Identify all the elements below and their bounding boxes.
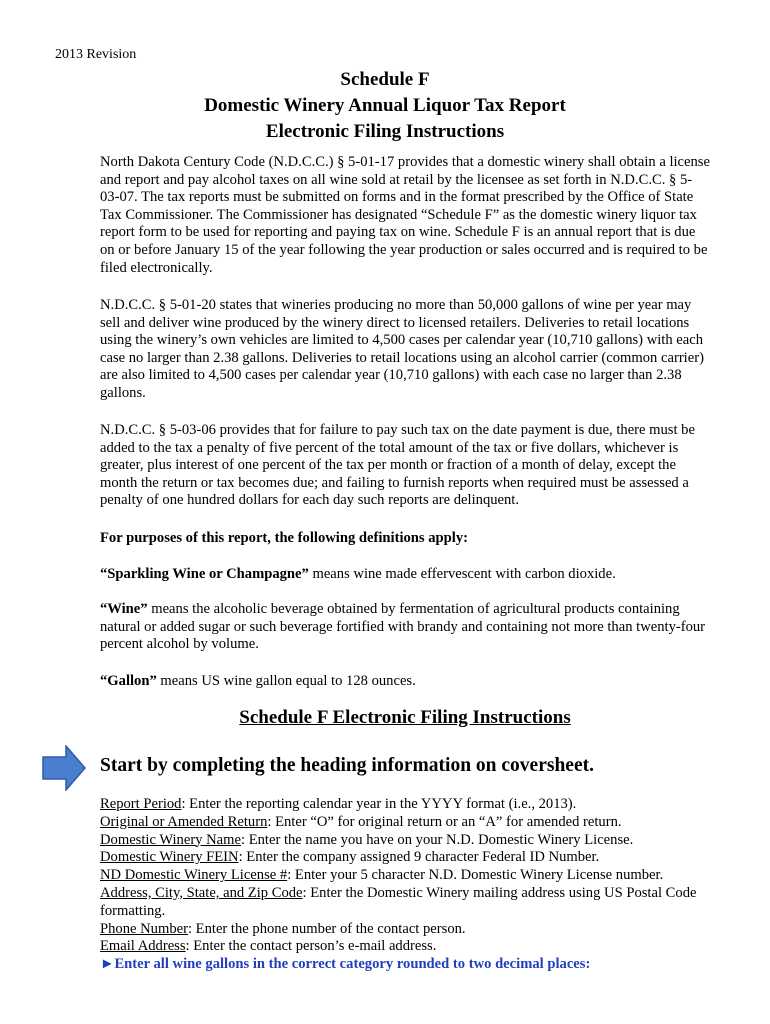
title-line-1: Schedule F <box>340 69 430 90</box>
field-winery-name: Domestic Winery Name: Enter the name you have on your N.D. Domestic Winery License. <box>100 831 634 848</box>
title-line-2: Domestic Winery Annual Liquor Tax Report <box>204 95 566 116</box>
final-note: ►Enter all wine gallons in the correct category rounded to two decimal places: <box>100 956 591 973</box>
start-heading: Start by completing the heading information on coversheet. <box>100 755 594 776</box>
coversheet-fields <box>100 796 710 974</box>
field-address: Address, City, State, and Zip Code: Enter the Domestic Winery mailing address using US Postal Code formatting. <box>100 884 697 919</box>
definition-wine: “Wine” means the alcoholic beverage obtained by fermentation of agricultural products containing natural or added sugar or such beverage fortified with brandy and containing not more than twenty-four percent alcohol by volume. <box>100 601 706 653</box>
field-phone: Phone Number: Enter the phone number of the contact person. <box>100 920 466 937</box>
right-arrow-icon <box>42 745 86 791</box>
revision-label: 2013 Revision <box>55 47 137 62</box>
field-original-amended: Original or Amended Return: Enter “O” for original return or an “A” for amended return. <box>100 813 622 830</box>
document-title <box>0 67 770 145</box>
field-email: Email Address: Enter the contact person’s e-mail address. <box>100 938 437 955</box>
field-winery-fein: Domestic Winery FEIN: Enter the company assigned 9 character Federal ID Number. <box>100 849 600 866</box>
intro-paragraph: North Dakota Century Code (N.D.C.C.) § 5-01-17 provides that a domestic winery shall obtain a license and report and pay alcohol taxes on all wine sold at retail by the licensee as set forth in N.D.C.C. § 5-03-07. The tax reports must be submitted on forms and in the format prescribed by the Office of State Tax Commissioner. The Commissioner has designated “Schedule F” as the domestic winery liquor tax report form to be used for reporting and paying tax on wine. Schedule F is an annual report that is due on or before January 15 of the year following the year production or sales occurred and is required to be filed electronically. <box>100 154 710 276</box>
field-license-number: ND Domestic Winery License #: Enter your 5 character N.D. Domestic Winery License number. <box>100 867 664 884</box>
definition-gallon: “Gallon” means US wine gallon equal to 128 ounces. <box>100 673 416 689</box>
definition-sparkling: “Sparkling Wine or Champagne” means wine made effervescent with carbon dioxide. <box>100 566 616 582</box>
field-report-period: Report Period: Enter the reporting calendar year in the YYYY format (i.e., 2013). <box>100 796 577 812</box>
title-line-3: Electronic Filing Instructions <box>265 121 505 142</box>
penalty-paragraph: N.D.C.C. § 5-03-06 provides that for failure to pay such tax on the date payment is due, there must be added to the tax a penalty of five percent of the total amount of the tax or five dollars, whichever is greater, plus interest of one percent of the tax per month or fraction of a month of delay, except the month the return or tax becomes due; and failing to furnish reports when required must be assessed a penalty of one hundred dollars for each day such reports are delinquent. <box>100 422 695 509</box>
triangle-pointer-icon: ► <box>100 956 115 973</box>
definitions-heading: For purposes of this report, the following definitions apply: <box>100 530 468 546</box>
wineries-paragraph: N.D.C.C. § 5-01-20 states that wineries producing no more than 50,000 gallons of wine per year may sell and deliver wine produced by the winery direct to licensed retailers. Deliveries to retail locations using the winery’s own vehicles are limited to 4,500 cases per calendar year (10,710 gallons) with each case no larger than 2.38 gallons. Deliveries to retail locations using an alcohol carrier (common carrier) are also limited to 4,500 cases per calendar year (10,710 gallons) with each case no larger than 2.38 gallons. <box>100 297 704 401</box>
section-title: Schedule F Electronic Filing Instructions <box>239 707 571 728</box>
